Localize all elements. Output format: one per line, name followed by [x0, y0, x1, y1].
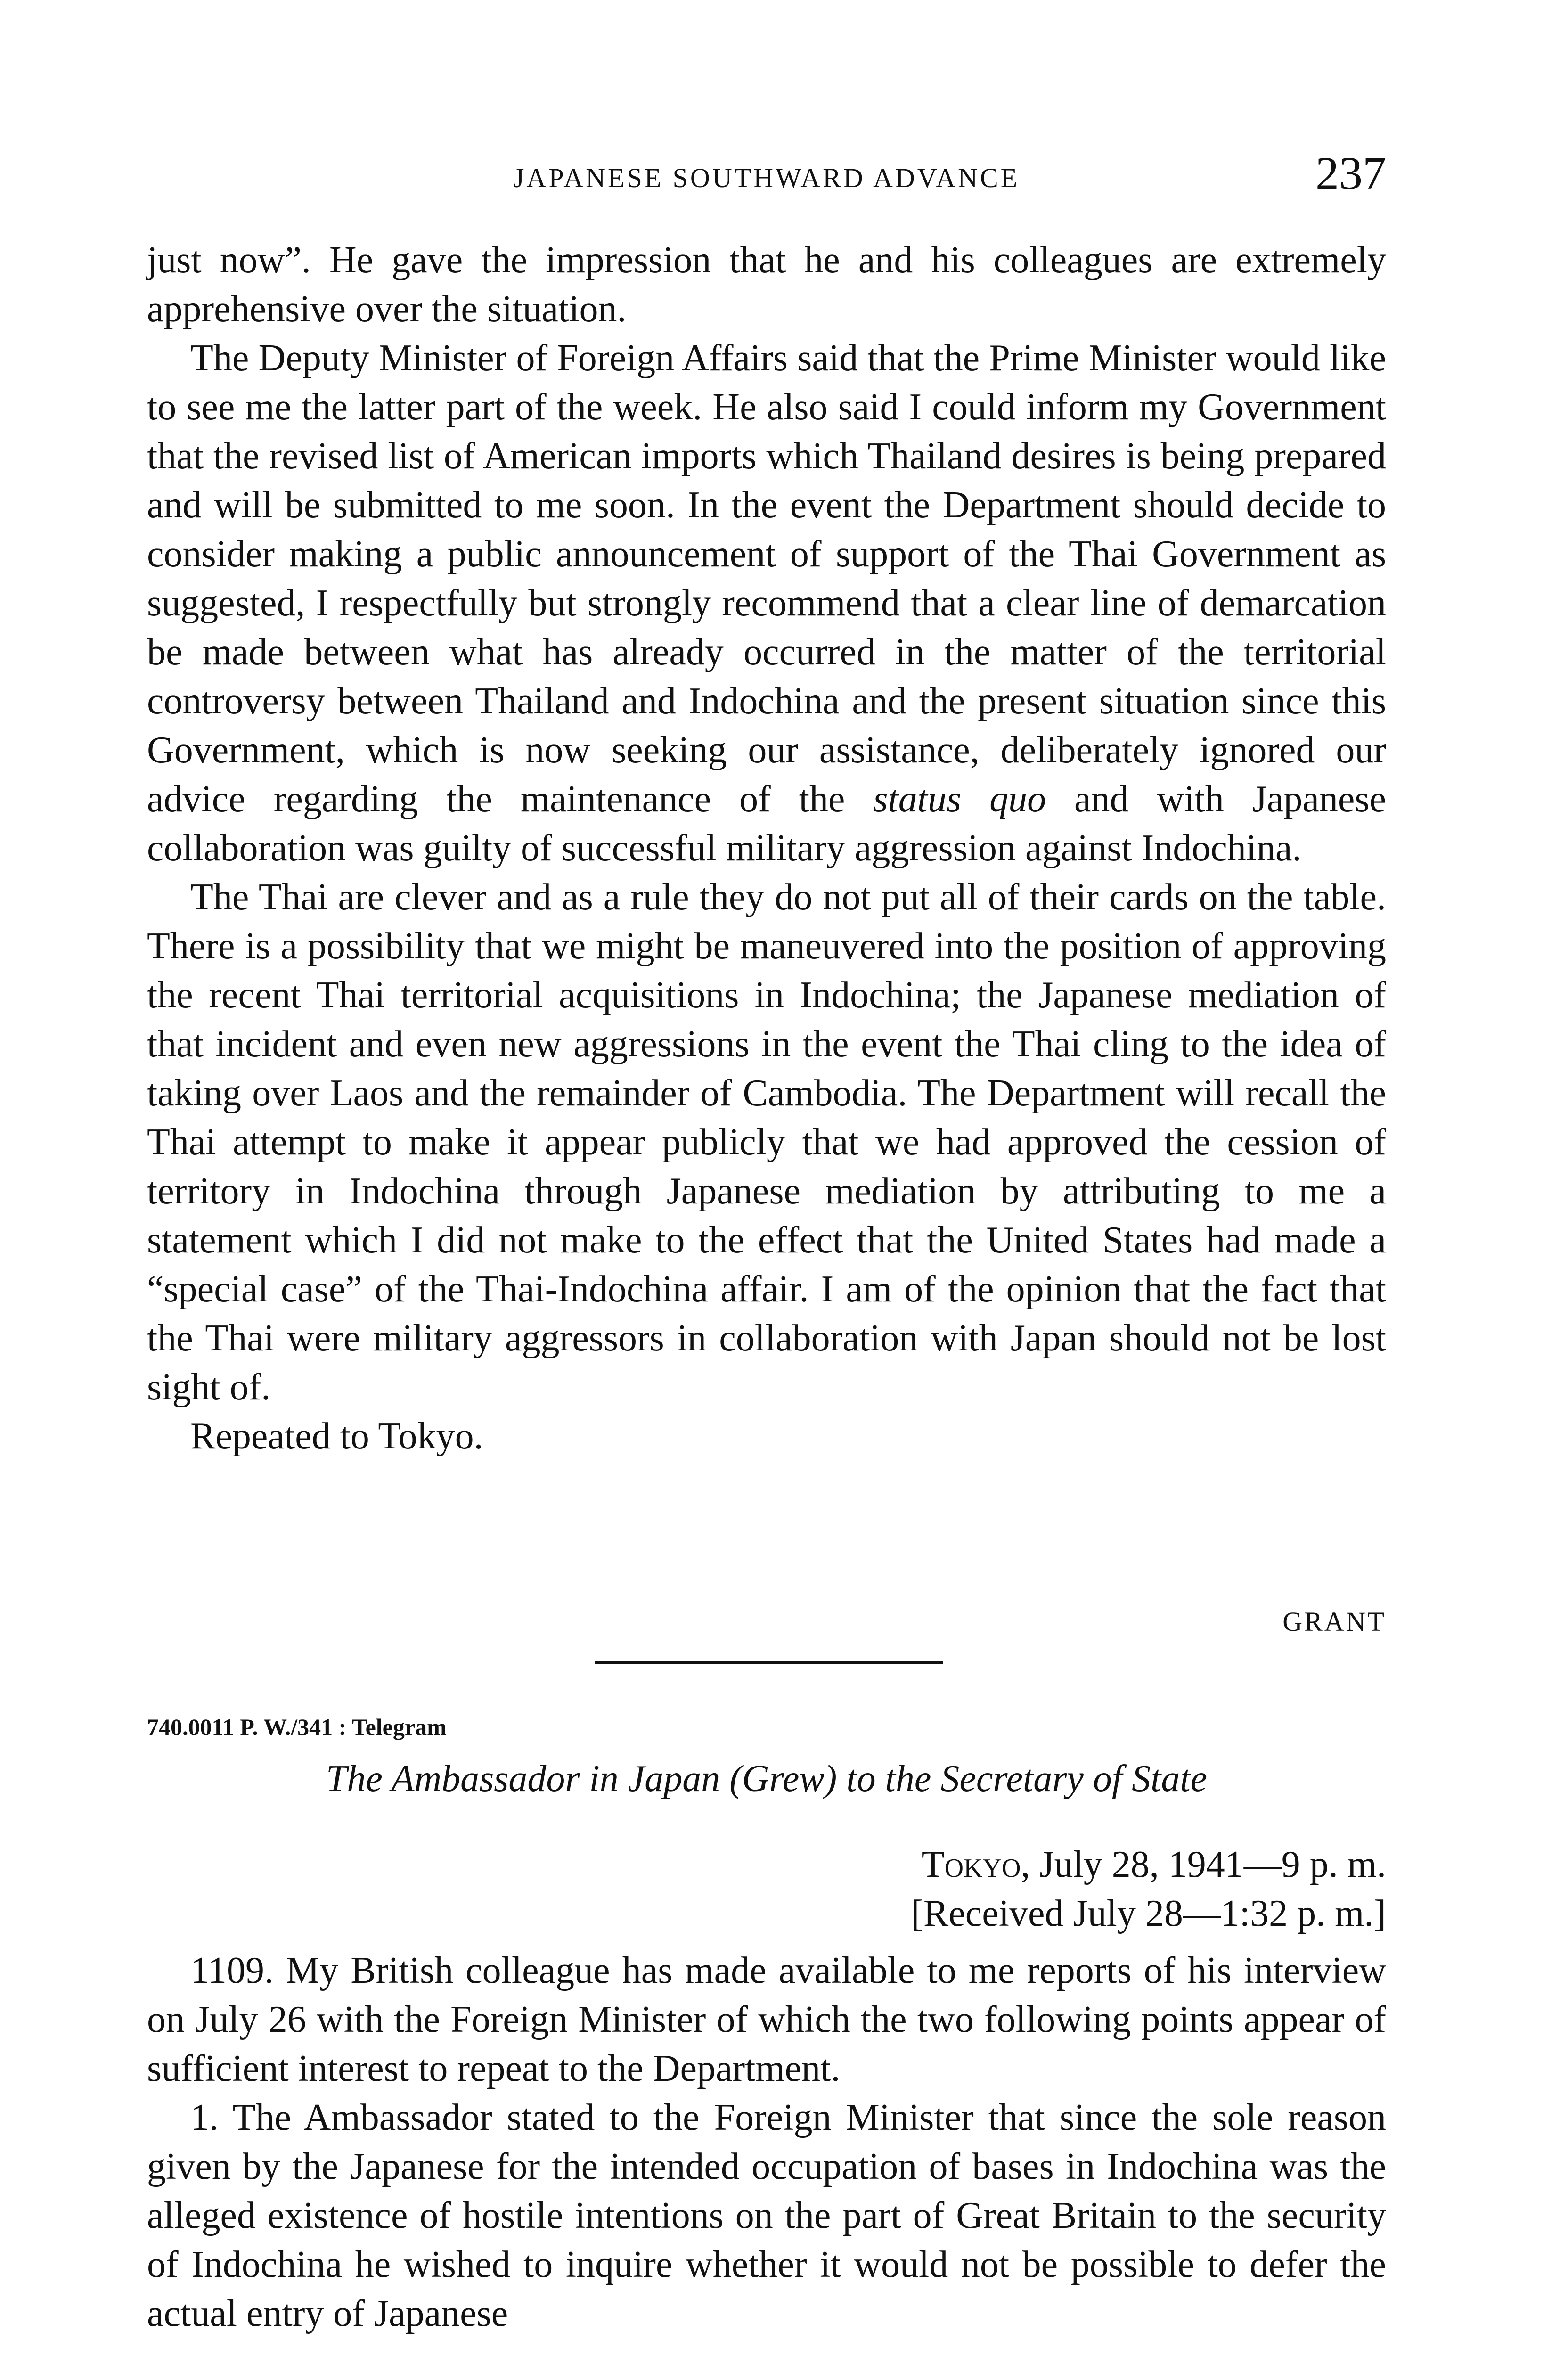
new-telegram-body: [147, 1946, 1386, 2338]
paragraph-point-1: 1. The Ambassador stated to the Foreign Minister that since the sole reason given by the Japanese for the intended occupation of bases in Indochina was the alleged existence of hostile intentions on the part of Great Britain to the security of Indochina he wished to inquire whether it would not be possible to defer the actual entry of Japanese: [147, 2097, 1386, 2334]
running-head: [147, 147, 1386, 206]
paragraph-continuation: just now”. He gave the impression that he and his colleagues are extremely apprehensive over the situation.: [147, 239, 1386, 330]
continued-telegram-body: [147, 236, 1386, 1461]
document-heading: [147, 1758, 1386, 1800]
dateline-place: Tokyo: [921, 1844, 1021, 1885]
dateline-received: [Received July 28—1:32 p. m.]: [911, 1893, 1386, 1934]
dateline-sent: [911, 1840, 1386, 1889]
paragraph-1109: 1109. My British colleague has made available to me reports of his interview on July 26 with the Foreign Minister of which the two following points appear of sufficient interest to repeat to the Department.: [147, 1950, 1386, 2089]
section-divider: [595, 1661, 943, 1664]
paragraph-thai-clever: The Thai are clever and as a rule they do not put all of their cards on the table. There is a possibility that we might be maneuvered into the position of approving the recent Thai territorial acquisitions in Indochina; the Japanese mediation of that incident and even new aggressions in the event the Thai cling to the idea of taking over Laos and the remainder of Cambodia. The Department will recall the Thai attempt to make it appear publicly that we had approved the cession of territory in Indochina through Japanese mediation by attributing to me a statement which I did not make to the effect that the United States had made a “special case” of the Thai-Indochina affair. I am of the opinion that the fact that the Thai were military aggressors in collaboration with Japan should not be lost sight of.: [147, 876, 1386, 1408]
paragraph-deputy-minister: [147, 334, 1386, 873]
paragraph-deputy-minister-end: and with Japanese collaboration was guilty of successful military aggression against Indochina.: [147, 778, 1387, 869]
paragraph-deputy-minister-text: The Deputy Minister of Foreign Affairs said that the Prime Minister would like to see me the latter part of the week. He also said I could inform my Government that the revised list of American imports which Thailand desires is being prepared and will be submitted to me soon. In the event the Department should decide to consider making a public announcement of support of the Thai Government as suggested, I respectfully but strongly recommend that a clear line of demarcation be made between what has already occurred in the matter of the territorial controversy between Thailand and Indochina and the present situation since this Government, which is now seeking our assistance, deliberately ignored our advice regarding the maintenance of the: [147, 337, 1386, 820]
dateline: [911, 1840, 1386, 1938]
heading-part2: ) to the Secretary of State: [824, 1758, 1208, 1800]
running-title: JAPANESE SOUTHWARD ADVANCE: [513, 163, 1020, 193]
signature-grant: GRANT: [1282, 1606, 1386, 1637]
heading-part1: The Ambassador in Japan (: [326, 1758, 742, 1800]
page-number: 237: [1315, 147, 1386, 199]
italic-phrase: status quo: [873, 778, 1046, 820]
heading-name: Grew: [742, 1758, 825, 1800]
dateline-date: , July 28, 1941—9 p. m.: [1021, 1844, 1386, 1885]
file-reference: 740.0011 P. W./341 : Telegram: [147, 1714, 447, 1740]
paragraph-repeated: Repeated to Tokyo.: [190, 1415, 483, 1457]
